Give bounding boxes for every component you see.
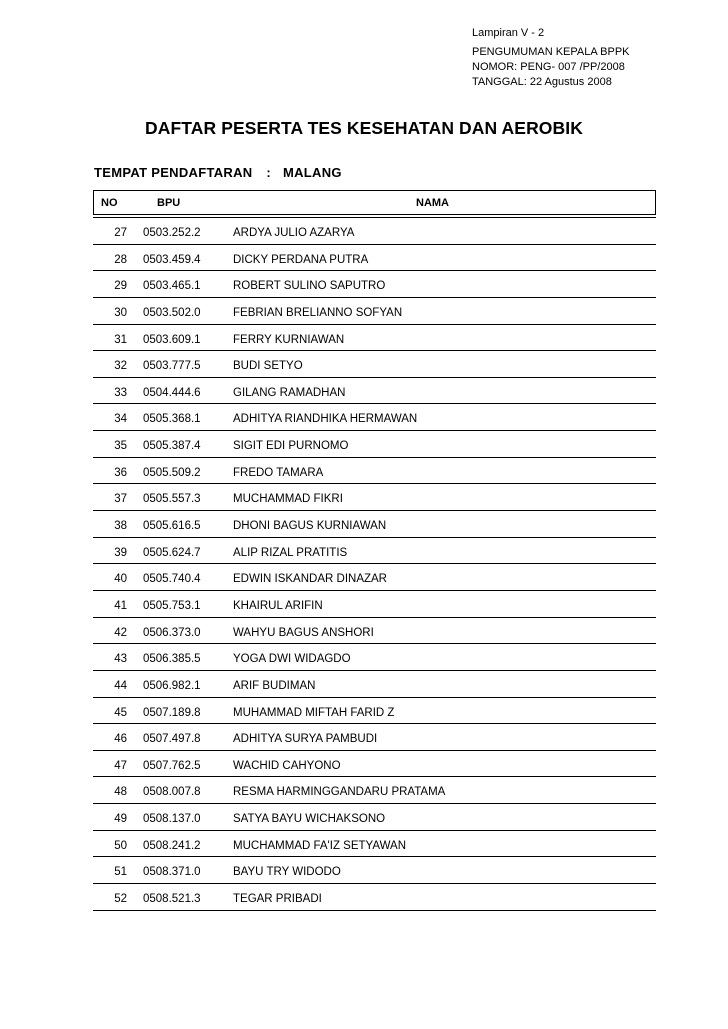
table-row — [93, 218, 656, 245]
row-nama: ALIP RIZAL PRATITIS — [233, 546, 348, 559]
row-no: 40 — [114, 573, 127, 586]
table-row — [93, 351, 656, 378]
header-no: NO — [101, 197, 118, 209]
row-bpu: 0507.497.8 — [143, 733, 201, 746]
row-bpu: 0505.387.4 — [143, 440, 201, 453]
row-bpu: 0507.762.5 — [143, 759, 201, 772]
table-row — [93, 857, 656, 884]
location-separator: : — [266, 165, 272, 180]
row-nama: FEBRIAN BRELIANNO SOFYAN — [233, 306, 403, 319]
row-nama: SIGIT EDI PURNOMO — [233, 440, 349, 453]
row-bpu: 0505.616.5 — [143, 520, 201, 533]
row-nama: MUCHAMMAD FA'IZ SETYAWAN — [233, 839, 406, 852]
table-row — [93, 751, 656, 778]
table-row — [93, 777, 656, 804]
row-nama: KHAIRUL ARIFIN — [233, 599, 323, 612]
row-bpu: 0503.777.5 — [143, 360, 201, 373]
row-no: 50 — [114, 839, 127, 852]
lampiran-label: Lampiran V - 2 — [472, 27, 545, 39]
row-nama: GILANG RAMADHAN — [233, 386, 346, 399]
table-row — [93, 245, 656, 272]
row-no: 36 — [114, 466, 127, 479]
table-row — [93, 564, 656, 591]
row-no: 39 — [114, 546, 127, 559]
row-nama: WAHYU BAGUS ANSHORI — [233, 626, 374, 639]
table-row — [93, 404, 656, 431]
row-bpu: 0503.465.1 — [143, 280, 201, 293]
row-no: 37 — [114, 493, 127, 506]
row-no: 52 — [114, 893, 127, 906]
row-nama: FREDO TAMARA — [233, 466, 324, 479]
pengumuman-label: PENGUMUMAN KEPALA BPPK — [472, 46, 630, 58]
row-bpu: 0503.252.2 — [143, 227, 201, 239]
row-bpu: 0506.373.0 — [143, 626, 201, 639]
row-nama: MUHAMMAD MIFTAH FARID Z — [233, 706, 395, 719]
row-nama: YOGA DWI WIDAGDO — [233, 653, 351, 666]
nomor-label: NOMOR: PENG- 007 /PP/2008 — [472, 61, 625, 73]
table-row — [93, 804, 656, 831]
row-bpu: 0508.007.8 — [143, 786, 201, 799]
row-nama: MUCHAMMAD FIKRI — [233, 493, 343, 506]
row-no: 35 — [114, 440, 127, 453]
row-bpu: 0504.444.6 — [143, 386, 201, 399]
row-no: 48 — [114, 786, 127, 799]
row-bpu: 0505.753.1 — [143, 599, 201, 612]
header-nama: NAMA — [416, 197, 449, 209]
table-row — [93, 618, 656, 645]
location-value: MALANG — [282, 165, 342, 180]
row-nama: ADHITYA RIANDHIKA HERMAWAN — [233, 413, 418, 426]
row-bpu: 0508.137.0 — [143, 813, 201, 826]
tanggal-label: TANGGAL: 22 Agustus 2008 — [472, 76, 612, 88]
row-nama: ARDYA JULIO AZARYA — [233, 227, 355, 239]
row-nama: WACHID CAHYONO — [233, 759, 341, 772]
table-row — [93, 458, 656, 485]
row-no: 47 — [114, 759, 127, 772]
table-row — [93, 538, 656, 565]
table-row — [93, 671, 656, 698]
table-row — [93, 325, 656, 352]
row-no: 41 — [114, 599, 127, 612]
row-bpu: 0506.385.5 — [143, 653, 201, 666]
row-no: 38 — [114, 520, 127, 533]
row-no: 46 — [114, 733, 127, 746]
table-row — [93, 431, 656, 458]
row-no: 43 — [114, 653, 127, 666]
row-nama: FERRY KURNIAWAN — [233, 333, 345, 346]
row-no: 34 — [114, 413, 127, 426]
row-bpu: 0508.521.3 — [143, 893, 201, 906]
row-nama: DICKY PERDANA PUTRA — [233, 253, 369, 266]
row-no: 45 — [114, 706, 127, 719]
table-row — [93, 884, 656, 911]
row-bpu: 0508.371.0 — [143, 866, 201, 879]
row-bpu: 0505.624.7 — [143, 546, 201, 559]
row-bpu: 0503.459.4 — [143, 253, 201, 266]
row-nama: EDWIN ISKANDAR DINAZAR — [233, 573, 387, 586]
row-nama: BUDI SETYO — [233, 360, 303, 373]
table-row — [93, 831, 656, 858]
row-no: 33 — [114, 386, 127, 399]
table-header — [93, 190, 656, 215]
table-row — [93, 591, 656, 618]
location-label: TEMPAT PENDAFTARAN — [94, 165, 253, 180]
table-row — [93, 698, 656, 725]
row-bpu: 0506.982.1 — [143, 679, 201, 692]
row-nama: ROBERT SULINO SAPUTRO — [233, 280, 386, 293]
table-row — [93, 511, 656, 538]
row-no: 32 — [114, 360, 127, 373]
row-no: 28 — [114, 253, 127, 266]
row-no: 30 — [114, 306, 127, 319]
row-bpu: 0507.189.8 — [143, 706, 201, 719]
table-row — [93, 724, 656, 751]
row-no: 29 — [114, 280, 127, 293]
participant-table-body — [93, 218, 656, 911]
row-nama: SATYA BAYU WICHAKSONO — [233, 813, 386, 826]
table-row — [93, 644, 656, 671]
table-row — [93, 484, 656, 511]
row-nama: RESMA HARMINGGANDARU PRATAMA — [233, 786, 446, 799]
row-no: 42 — [114, 626, 127, 639]
row-bpu: 0505.509.2 — [143, 466, 201, 479]
table-row — [93, 298, 656, 325]
row-nama: TEGAR PRIBADI — [233, 893, 322, 906]
row-no: 49 — [114, 813, 127, 826]
row-nama: ARIF BUDIMAN — [233, 679, 316, 692]
table-row — [93, 271, 656, 298]
row-nama: ADHITYA SURYA PAMBUDI — [233, 733, 378, 746]
row-no: 51 — [114, 866, 127, 879]
header-bpu: BPU — [157, 197, 181, 209]
row-no: 27 — [114, 227, 127, 239]
row-bpu: 0508.241.2 — [143, 839, 201, 852]
row-bpu: 0505.557.3 — [143, 493, 201, 506]
table-row — [93, 378, 656, 405]
row-bpu: 0505.368.1 — [143, 413, 201, 426]
document-title: DAFTAR PESERTA TES KESEHATAN DAN AEROBIK — [145, 118, 583, 138]
registration-location — [94, 165, 342, 180]
row-bpu: 0503.502.0 — [143, 306, 201, 319]
row-nama: DHONI BAGUS KURNIAWAN — [233, 520, 387, 533]
row-nama: BAYU TRY WIDODO — [233, 866, 341, 879]
row-no: 44 — [114, 679, 127, 692]
document-header — [472, 26, 630, 90]
row-no: 31 — [114, 333, 127, 346]
row-bpu: 0503.609.1 — [143, 333, 201, 346]
row-bpu: 0505.740.4 — [143, 573, 201, 586]
